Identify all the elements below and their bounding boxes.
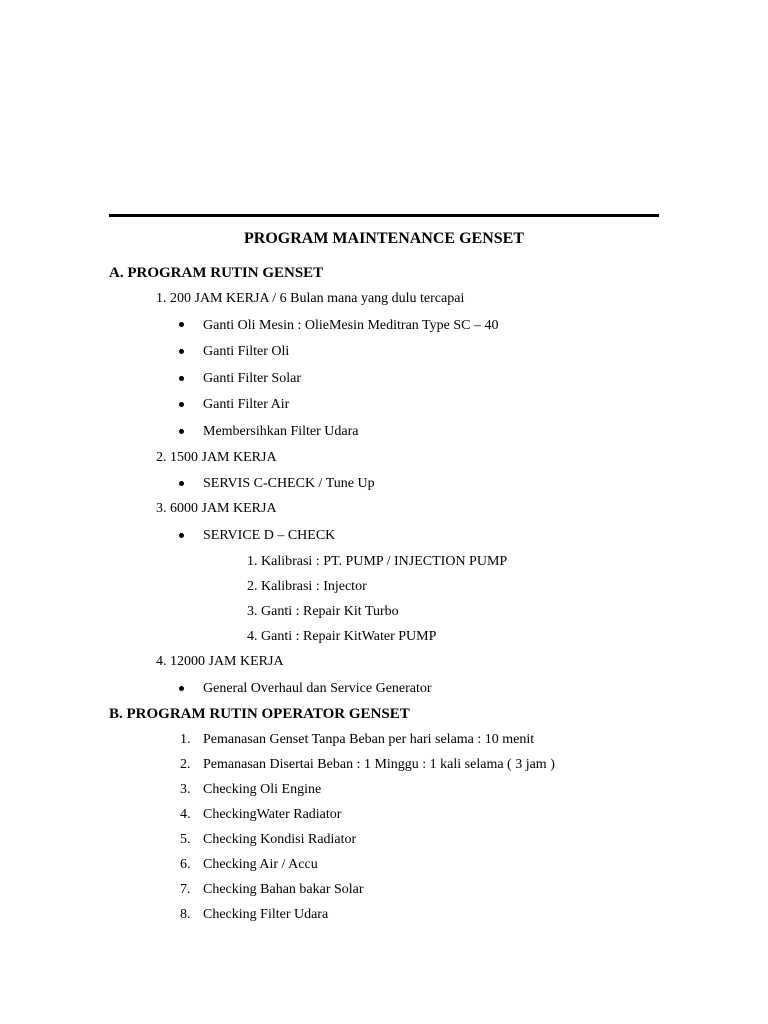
item-b-text: Checking Filter Udara	[203, 907, 329, 922]
item-b-num: 2.	[180, 757, 191, 772]
item-a1-bullet-2: Ganti Filter Oli	[203, 344, 290, 359]
bullet-icon	[179, 533, 184, 538]
item-a1-bullet-4: Ganti Filter Air	[203, 397, 290, 412]
item-b-text: CheckingWater Radiator	[203, 807, 342, 822]
item-a1-bullet-1: Ganti Oli Mesin : OlieMesin Meditran Type SC – 40	[203, 318, 499, 333]
item-a3-sub-4: 4. Ganti : Repair KitWater PUMP	[247, 629, 437, 644]
item-b-text: Pemanasan Genset Tanpa Beban per hari selama : 10 menit	[203, 732, 535, 747]
item-b-num: 4.	[180, 807, 191, 822]
item-a4-bullet-1: General Overhaul dan Service Generator	[203, 681, 432, 696]
item-a1-label: 1. 200 JAM KERJA / 6 Bulan mana yang dulu tercapai	[156, 291, 465, 306]
document-title: PROGRAM MAINTENANCE GENSET	[243, 230, 524, 247]
item-a3-sub-2: 2. Kalibrasi : Injector	[247, 579, 367, 594]
item-b-num: 1.	[180, 732, 191, 747]
bullet-icon	[179, 429, 184, 434]
bullet-icon	[179, 481, 184, 486]
item-b-text: Pemanasan Disertai Beban : 1 Minggu : 1 kali selama ( 3 jam )	[203, 757, 555, 772]
header-rule	[109, 214, 659, 217]
bullet-icon	[179, 376, 184, 381]
item-b-num: 7.	[180, 882, 191, 897]
bullet-icon	[179, 322, 184, 327]
item-a2-bullet-1: SERVIS C-CHECK / Tune Up	[203, 476, 375, 491]
item-b-text: Checking Kondisi Radiator	[203, 832, 357, 847]
item-a2-label: 2. 1500 JAM KERJA	[156, 450, 277, 465]
item-a3-label: 3. 6000 JAM KERJA	[156, 501, 277, 516]
item-a3-bullet-1: SERVICE D – CHECK	[203, 528, 336, 543]
item-b-text: Checking Bahan bakar Solar	[203, 882, 364, 897]
item-a3-sub-1: 1. Kalibrasi : PT. PUMP / INJECTION PUMP	[247, 554, 508, 569]
item-b-num: 5.	[180, 832, 191, 847]
item-b-num: 6.	[180, 857, 191, 872]
item-b-text: Checking Air / Accu	[203, 857, 318, 872]
bullet-icon	[179, 402, 184, 407]
item-b-num: 8.	[180, 907, 191, 922]
bullet-icon	[179, 686, 184, 691]
item-a1-bullet-3: Ganti Filter Solar	[203, 371, 301, 386]
item-a1-bullet-5: Membersihkan Filter Udara	[203, 424, 359, 439]
section-b-heading: B. PROGRAM RUTIN OPERATOR GENSET	[109, 706, 410, 722]
item-a4-label: 4. 12000 JAM KERJA	[156, 654, 284, 669]
item-b-text: Checking Oli Engine	[203, 782, 322, 797]
item-b-num: 3.	[180, 782, 191, 797]
section-a-heading: A. PROGRAM RUTIN GENSET	[109, 265, 324, 281]
bullet-icon	[179, 349, 184, 354]
item-a3-sub-3: 3. Ganti : Repair Kit Turbo	[247, 604, 399, 619]
